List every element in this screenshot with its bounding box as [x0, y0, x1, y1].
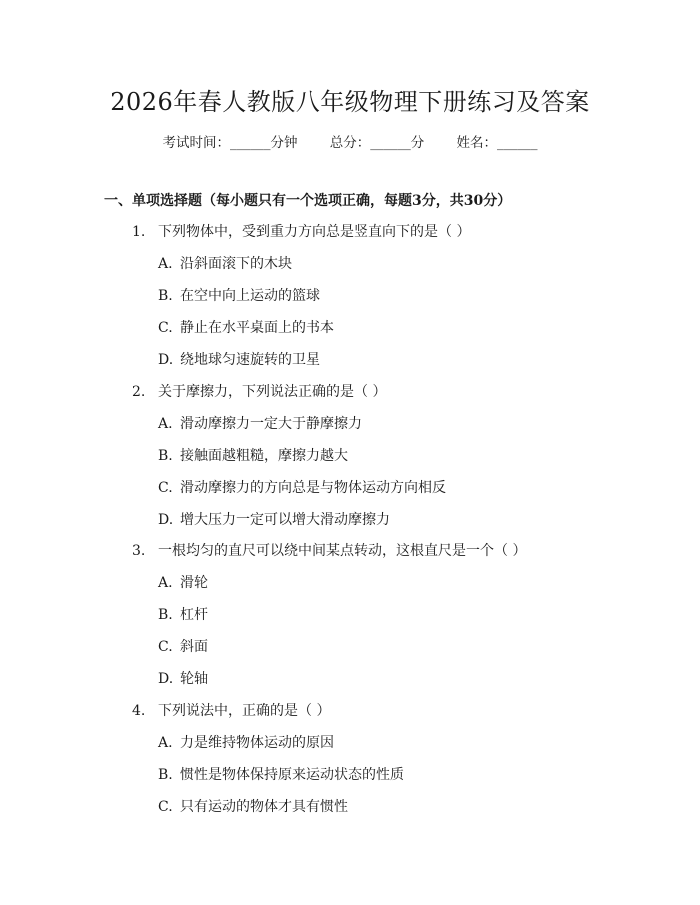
option-4a — [158, 733, 334, 753]
option-letter: B. — [158, 607, 173, 623]
option-text: 斜面 — [180, 639, 208, 655]
option-4c — [158, 797, 348, 817]
option-letter: A. — [158, 735, 173, 751]
option-2b — [158, 446, 348, 466]
option-3a — [158, 573, 208, 593]
question-number: 3. — [132, 543, 146, 559]
option-text: 只有运动的物体才具有惯性 — [180, 799, 348, 815]
option-letter: B. — [158, 448, 173, 464]
question-text: 关于摩擦力，下列说法正确的是（ ） — [158, 384, 387, 400]
option-text: 惯性是物体保持原来运动状态的性质 — [180, 767, 404, 783]
option-letter: A. — [158, 575, 173, 591]
option-letter: B. — [158, 767, 173, 783]
option-letter: C. — [158, 320, 173, 336]
option-text: 静止在水平桌面上的书本 — [180, 320, 334, 336]
question-4 — [132, 701, 330, 721]
option-1d — [158, 350, 320, 370]
option-letter: C. — [158, 480, 173, 496]
option-text: 增大压力一定可以增大滑动摩擦力 — [180, 512, 390, 528]
question-number: 4. — [132, 703, 146, 719]
option-2c — [158, 478, 446, 498]
option-3d — [158, 669, 208, 689]
option-text: 力是维持物体运动的原因 — [180, 735, 334, 751]
option-text: 接触面越粗糙，摩擦力越大 — [180, 448, 348, 464]
option-text: 绕地球匀速旋转的卫星 — [180, 352, 320, 368]
exam-score: 总分：______分 — [329, 135, 425, 151]
option-letter: D. — [158, 512, 174, 528]
option-3b — [158, 605, 208, 625]
option-letter: D. — [158, 671, 174, 687]
section-heading: 一、单项选择题（每小题只有一个选项正确，每题3分，共30分） — [104, 193, 512, 209]
question-text: 一根均匀的直尺可以绕中间某点转动，这根直尺是一个（ ） — [158, 543, 527, 559]
option-1c — [158, 318, 334, 338]
option-2a — [158, 414, 362, 434]
option-text: 滑动摩擦力一定大于静摩擦力 — [180, 416, 362, 432]
option-text: 轮轴 — [180, 671, 208, 687]
question-1 — [132, 222, 470, 242]
option-letter: D. — [158, 352, 174, 368]
option-letter: C. — [158, 639, 173, 655]
option-letter: A. — [158, 416, 173, 432]
question-2 — [132, 382, 386, 402]
option-text: 滑动摩擦力的方向总是与物体运动方向相反 — [180, 480, 446, 496]
exam-meta — [0, 131, 700, 151]
question-number: 1. — [132, 224, 146, 240]
option-text: 在空中向上运动的篮球 — [180, 288, 320, 304]
option-letter: C. — [158, 799, 173, 815]
option-1b — [158, 286, 320, 306]
option-letter: B. — [158, 288, 173, 304]
option-4b — [158, 765, 404, 785]
option-1a — [158, 254, 292, 274]
exam-time: 考试时间：______分钟 — [162, 135, 298, 151]
option-text: 滑轮 — [180, 575, 208, 591]
page-title: 2026年春人教版八年级物理下册练习及答案 — [110, 88, 590, 116]
student-name: 姓名：______ — [456, 135, 538, 151]
option-2d — [158, 510, 390, 530]
question-number: 2. — [132, 384, 146, 400]
question-text: 下列说法中，正确的是（ ） — [158, 703, 331, 719]
option-text: 沿斜面滚下的木块 — [180, 256, 292, 272]
question-text: 下列物体中，受到重力方向总是竖直向下的是（ ） — [158, 224, 471, 240]
option-3c — [158, 637, 208, 657]
option-text: 杠杆 — [180, 607, 208, 623]
option-letter: A. — [158, 256, 173, 272]
question-3 — [132, 541, 526, 561]
